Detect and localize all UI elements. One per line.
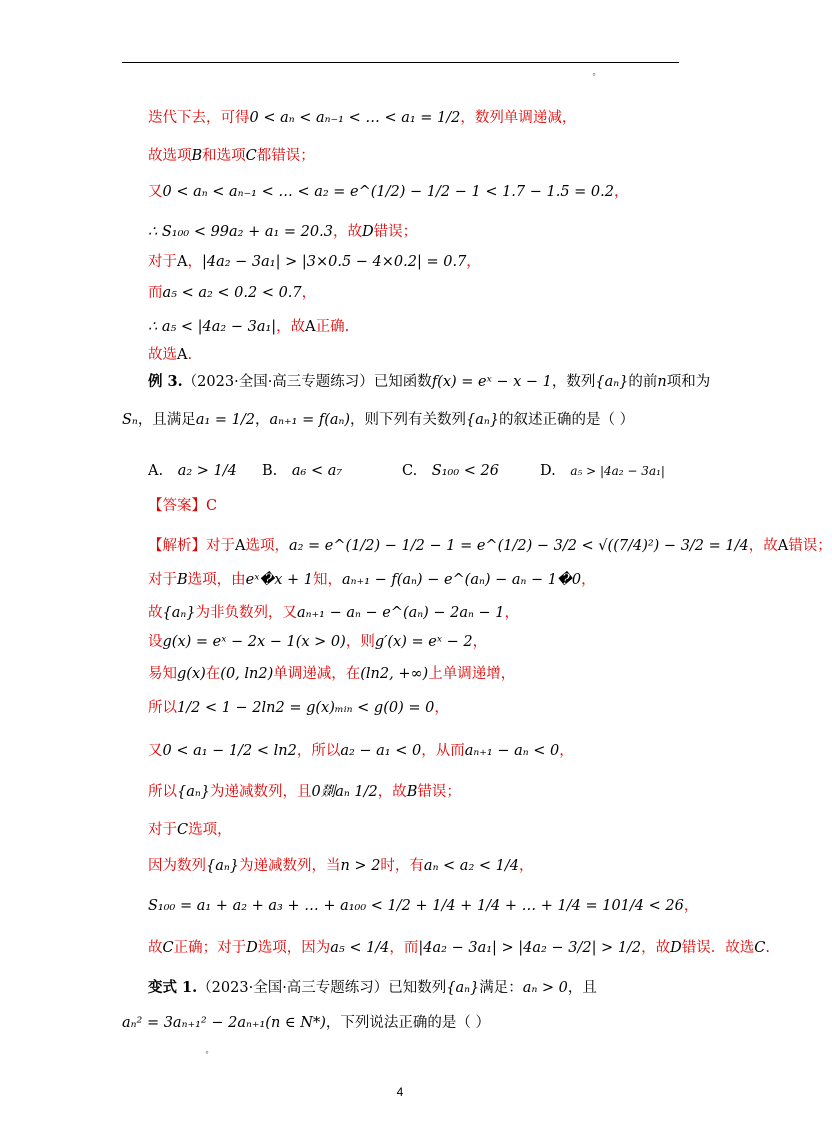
text-segment: 错误； xyxy=(417,784,461,800)
text-segment: 满足： xyxy=(479,980,523,996)
text-segment: 对于 xyxy=(148,572,177,588)
text-segment: 错误； xyxy=(373,224,418,240)
text-segment: ，且 xyxy=(567,980,597,996)
text-segment: 所以 xyxy=(148,784,177,800)
text-segment: a₂ − a₁ < 0 xyxy=(340,743,422,759)
text-segment: ，从而 xyxy=(421,743,465,759)
text-segment: 【解析】对于 xyxy=(148,538,235,554)
text-segment: 选项， xyxy=(188,822,232,838)
text-segment: ， xyxy=(504,605,520,621)
text-segment: {aₙ} xyxy=(466,412,500,428)
text-line-l1 xyxy=(148,108,576,128)
option-b-label: B. xyxy=(262,463,278,479)
text-segment: ， xyxy=(254,412,270,428)
text-segment: 时，有 xyxy=(380,858,424,874)
text-segment: 的前 xyxy=(628,374,658,390)
text-segment: 故 xyxy=(148,605,163,621)
text-segment: 上单调递增， xyxy=(428,666,516,682)
text-line-l12 xyxy=(148,496,217,516)
text-segment: 0 < aₙ < aₙ₋₁ < … < a₂ = e^(1/2) − 1/2 − 1 < 1.7 − 1.5 = 0.2 xyxy=(162,184,614,200)
text-segment: a₁ = 1/2 xyxy=(195,412,255,428)
option-c-label: C. xyxy=(402,463,418,479)
text-segment: ，则 xyxy=(345,634,375,650)
option-a-label: A. xyxy=(148,463,164,479)
text-segment: 而 xyxy=(148,285,163,301)
text-segment: 0 < a₁ − 1/2 < ln2 xyxy=(162,743,297,759)
text-segment: ， xyxy=(518,858,534,874)
text-line-l3 xyxy=(148,182,629,202)
option-d-expr: a₅ > |4a₂ − 3a₁| xyxy=(570,464,665,478)
text-segment: ， xyxy=(559,743,574,759)
option-d xyxy=(540,461,665,481)
text-segment: ， xyxy=(472,634,488,650)
option-d-label: D. xyxy=(540,463,556,479)
text-segment: ，故 xyxy=(748,538,778,554)
text-line-l2 xyxy=(148,146,315,166)
text-segment: 迭代下去，可得 xyxy=(148,110,250,126)
text-line-l19 xyxy=(148,741,574,761)
option-b-expr: a₆ < a₇ xyxy=(291,463,343,479)
text-segment: n xyxy=(657,374,667,390)
text-segment: aₙ₊₁ − aₙ − e^(aₙ) − 2aₙ − 1 xyxy=(296,605,505,621)
text-segment: 对于 xyxy=(148,254,177,270)
text-segment: ， xyxy=(187,254,202,270)
text-segment: 为递减数列，当 xyxy=(238,858,341,874)
text-segment: g(x) = eˣ − 2x − 1(x > 0) xyxy=(162,634,346,650)
text-segment: a₂ = e^(1/2) − 1/2 − 1 = e^(1/2) − 3/2 < √((7/4)²) − 3/2 = 1/4 xyxy=(288,538,749,554)
text-segment: a₅ < 1/4 xyxy=(330,940,390,956)
header-rule xyxy=(122,62,679,63)
text-line-l16 xyxy=(148,632,487,652)
text-segment: ，数列单调递减， xyxy=(460,110,577,126)
text-segment: g′(x) = eˣ − 2 xyxy=(374,634,473,650)
text-segment: A xyxy=(177,347,188,363)
text-line-l17 xyxy=(148,664,515,684)
text-line-l6 xyxy=(148,283,316,303)
text-line-l18 xyxy=(148,698,449,718)
text-segment: ， xyxy=(683,898,699,914)
text-segment: 对于 xyxy=(148,822,177,838)
text-segment: 选项， xyxy=(245,538,289,554)
text-segment: ， xyxy=(614,184,629,200)
text-segment: A xyxy=(777,538,789,554)
text-segment: 选项，由 xyxy=(187,572,246,588)
text-segment: B xyxy=(191,148,203,164)
text-segment: D xyxy=(361,224,374,240)
text-line-l25 xyxy=(148,978,597,998)
text-segment: C xyxy=(162,940,174,956)
text-segment: 和选项 xyxy=(202,148,246,164)
text-segment: 故选 xyxy=(148,347,177,363)
text-segment: g(x) xyxy=(177,666,206,682)
text-segment: ， xyxy=(466,254,481,270)
text-segment: 项和为 xyxy=(666,374,711,390)
text-segment: aₙ² = 3aₙ₊₁² − 2aₙ₊₁(n ∈ N*) xyxy=(122,1015,326,1031)
text-segment: D xyxy=(670,940,682,956)
text-segment: . xyxy=(187,347,193,363)
text-segment: {aₙ} xyxy=(206,858,239,874)
text-segment: {aₙ} xyxy=(446,980,480,996)
text-segment: eˣ�x + 1 xyxy=(245,572,314,588)
text-line-l22 xyxy=(148,856,533,876)
text-segment: C xyxy=(754,940,766,956)
text-segment: 选项，因为 xyxy=(257,940,331,956)
text-segment: 0 < aₙ < aₙ₋₁ < … < a₁ = 1/2 xyxy=(249,110,461,126)
text-segment: ，下列说法正确的是（ ） xyxy=(325,1015,490,1031)
text-segment: （2023·全国·高三专题练习）已知数列 xyxy=(197,980,447,996)
text-line-l9 xyxy=(148,372,710,392)
text-line-l20 xyxy=(148,782,461,802)
text-line-l26 xyxy=(122,1013,490,1033)
text-segment: 又 xyxy=(148,743,163,759)
option-a xyxy=(148,461,237,481)
text-segment: C xyxy=(177,822,189,838)
footer-mark: ° xyxy=(205,1050,209,1059)
text-segment: ，则下列有关数列 xyxy=(350,412,467,428)
text-line-l8 xyxy=(148,345,192,365)
text-line-l7 xyxy=(148,317,349,337)
text-segment: 故 xyxy=(148,940,163,956)
header-mark: ° xyxy=(592,72,596,81)
text-segment: ，所以 xyxy=(296,743,341,759)
text-line-l13 xyxy=(148,536,832,556)
text-segment: {aₙ} xyxy=(162,605,196,621)
text-segment: 正确；对于 xyxy=(173,940,247,956)
text-segment: n > 2 xyxy=(340,858,381,874)
text-segment: B xyxy=(177,572,188,588)
text-segment: 0剟aₙ 1/2 xyxy=(311,784,378,800)
text-segment: 所以 xyxy=(148,700,177,716)
text-segment: 易知 xyxy=(148,666,177,682)
text-segment: ，故 xyxy=(276,319,306,335)
text-segment: aₙ < a₂ < 1/4 xyxy=(423,858,519,874)
text-segment: B xyxy=(406,784,418,800)
text-segment: . xyxy=(765,940,771,956)
text-line-l14 xyxy=(148,570,596,590)
text-segment: a₅ < a₂ < 0.2 < 0.7 xyxy=(162,285,302,301)
option-b xyxy=(262,461,342,481)
text-segment: （2023·全国·高三专题练习）已知函数 xyxy=(182,374,432,390)
text-segment: |4a₂ − 3a₁| > |3×0.5 − 4×0.2| = 0.7 xyxy=(201,254,467,270)
text-segment: {aₙ} xyxy=(177,784,210,800)
text-segment: ，且满足 xyxy=(137,412,196,428)
text-segment: (ln2, +∞) xyxy=(360,666,429,682)
text-segment: ， xyxy=(434,700,449,716)
text-segment: Sₙ xyxy=(122,412,138,428)
text-segment: 【答案】C xyxy=(148,498,218,514)
text-line-l24 xyxy=(148,938,770,958)
text-segment: 变式 1. xyxy=(148,979,198,996)
text-line-l10 xyxy=(122,410,634,430)
text-segment: 单调递减，在 xyxy=(273,666,361,682)
text-segment: ，而 xyxy=(389,940,419,956)
text-segment: 又 xyxy=(148,184,163,200)
text-segment: 正确. xyxy=(315,319,350,335)
text-line-l5 xyxy=(148,252,481,272)
text-segment: 例 3. xyxy=(148,373,183,390)
text-segment: 知， xyxy=(313,572,343,588)
text-segment: {aₙ} xyxy=(595,374,629,390)
text-segment: aₙ₊₁ = f(aₙ) xyxy=(269,412,351,428)
text-segment: aₙ₊₁ − aₙ < 0 xyxy=(464,743,560,759)
text-segment: ， xyxy=(301,285,317,301)
text-line-l4 xyxy=(148,222,417,242)
text-segment: S₁₀₀ = a₁ + a₂ + a₃ + … + a₁₀₀ < 1/2 + 1/4 + 1/4 + … + 1/4 = 101/4 < 26 xyxy=(148,898,684,914)
text-segment: aₙ₊₁ − f(aₙ) − e^(aₙ) − aₙ − 1�0 xyxy=(342,572,582,588)
text-segment: D xyxy=(246,940,258,956)
text-segment: C xyxy=(245,148,257,164)
text-segment: ，故 xyxy=(641,940,671,956)
text-segment: 错误．故选 xyxy=(681,940,755,956)
text-segment: 1/2 < 1 − 2ln2 = g(x)ₘᵢₙ < g(0) = 0 xyxy=(177,700,435,716)
text-segment: 故选项 xyxy=(148,148,192,164)
text-segment: ∴ S₁₀₀ < 99a₂ + a₁ = 20.3 xyxy=(148,224,333,240)
text-segment: A xyxy=(177,254,188,270)
text-segment: ∴ a₅ < |4a₂ − 3a₁| xyxy=(148,319,277,335)
text-segment: 因为数列 xyxy=(148,858,206,874)
text-segment: A xyxy=(235,538,246,554)
text-segment: 都错误； xyxy=(256,148,315,164)
text-segment: aₙ > 0 xyxy=(522,980,568,996)
option-c xyxy=(402,461,499,481)
text-segment: (0, ln2) xyxy=(220,666,274,682)
text-line-l21 xyxy=(148,820,232,840)
text-segment: 的叙述正确的是（ ） xyxy=(499,412,635,428)
text-segment: |4a₂ − 3a₁| > |4a₂ − 3/2| > 1/2 xyxy=(418,940,642,956)
option-a-expr: a₂ > 1/4 xyxy=(177,463,237,479)
text-segment: 在 xyxy=(205,666,221,682)
text-line-l15 xyxy=(148,603,519,623)
text-segment: ，故 xyxy=(377,784,407,800)
page-number: 4 xyxy=(396,1085,404,1099)
text-segment: 错误； xyxy=(788,538,832,554)
text-segment: 设 xyxy=(148,634,163,650)
text-segment: 为非负数列，又 xyxy=(195,605,297,621)
text-line-l23 xyxy=(148,896,698,916)
text-segment: ，故 xyxy=(332,224,362,240)
text-segment: ，数列 xyxy=(551,374,596,390)
text-segment: f(x) = eˣ − x − 1 xyxy=(431,374,552,390)
text-segment: 为递减数列，且 xyxy=(209,784,312,800)
text-segment: ， xyxy=(581,572,596,588)
option-c-expr: S₁₀₀ < 26 xyxy=(431,463,499,479)
text-segment: A xyxy=(305,319,316,335)
